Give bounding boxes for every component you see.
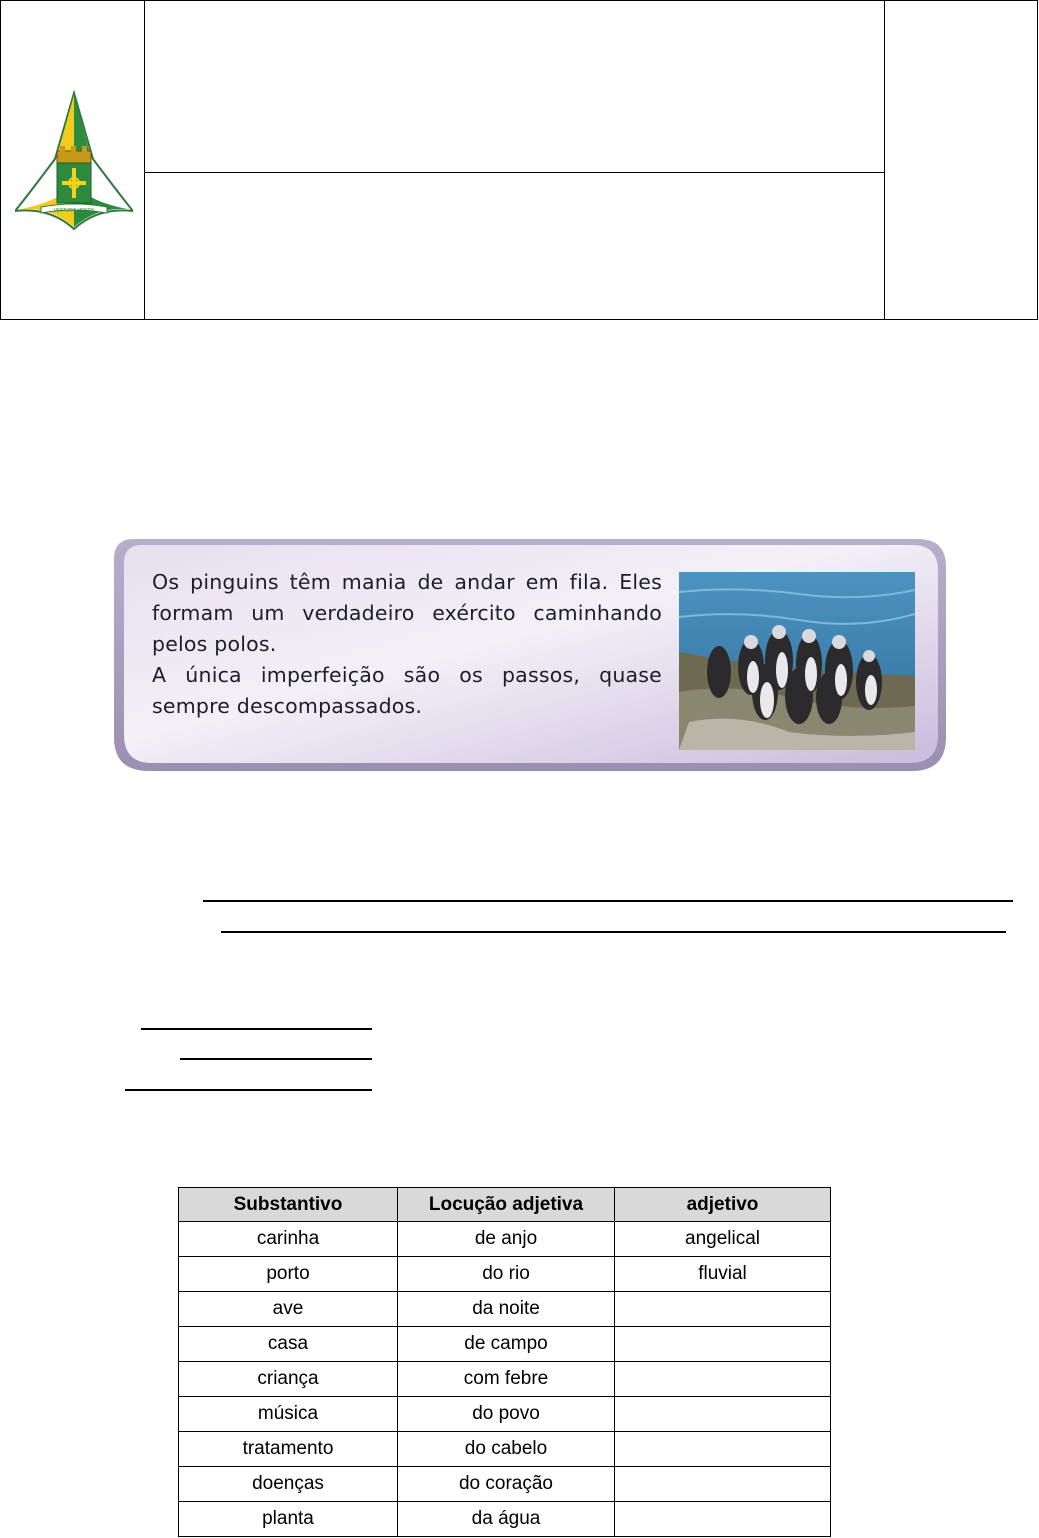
header-adjetivo: adjetivo: [615, 1188, 831, 1222]
table-row: [179, 1292, 831, 1327]
cell-locucao: do rio: [398, 1257, 615, 1292]
answer-line-2[interactable]: [221, 931, 1006, 933]
header-side-cell: [884, 1, 1038, 319]
logo-motto: VENTURIS VENTIS: [53, 208, 95, 214]
cell-adjetivo[interactable]: [615, 1502, 831, 1537]
cell-substantivo: carinha: [179, 1222, 398, 1257]
header-subtitle-cell: [145, 173, 884, 319]
document-header: [0, 0, 1038, 320]
cell-locucao: de campo: [398, 1327, 615, 1362]
answer-line-3[interactable]: [141, 1028, 372, 1030]
cell-locucao: do coração: [398, 1467, 615, 1502]
cell-adjetivo[interactable]: [615, 1362, 831, 1397]
answer-line-5[interactable]: [125, 1089, 372, 1091]
header-substantivo: Substantivo: [179, 1188, 398, 1222]
cell-adjetivo[interactable]: angelical: [615, 1222, 831, 1257]
cell-adjetivo[interactable]: fluvial: [615, 1257, 831, 1292]
cell-adjetivo[interactable]: [615, 1327, 831, 1362]
coat-of-arms-icon: [15, 89, 133, 231]
table-row: [179, 1327, 831, 1362]
cell-adjetivo[interactable]: [615, 1467, 831, 1502]
table-row: [179, 1257, 831, 1292]
table-row: [179, 1222, 831, 1257]
adjective-table: [178, 1187, 831, 1537]
cell-locucao: de anjo: [398, 1222, 615, 1257]
cell-substantivo: tratamento: [179, 1432, 398, 1467]
cell-substantivo: ave: [179, 1292, 398, 1327]
cell-substantivo: doenças: [179, 1467, 398, 1502]
card-paragraph-1: Os pinguins têm mania de andar em fila. Eles formam um verdadeiro exército caminhando pelos polos.: [152, 570, 662, 656]
header-title-cell: [145, 1, 884, 173]
table-row: [179, 1432, 831, 1467]
card-text: [152, 567, 662, 722]
answer-line-4[interactable]: [180, 1058, 372, 1060]
header-logo-cell: [1, 1, 145, 319]
cell-locucao: do povo: [398, 1397, 615, 1432]
cell-adjetivo[interactable]: [615, 1292, 831, 1327]
cell-locucao: com febre: [398, 1362, 615, 1397]
card-paragraph-2: A única imperfeição são os passos, quase sempre descompassados.: [152, 663, 662, 718]
answer-line-1[interactable]: [203, 900, 1013, 902]
cell-locucao: do cabelo: [398, 1432, 615, 1467]
penguin-text-card: [112, 537, 948, 773]
cell-substantivo: porto: [179, 1257, 398, 1292]
cell-adjetivo[interactable]: [615, 1432, 831, 1467]
cell-substantivo: criança: [179, 1362, 398, 1397]
table-row: [179, 1362, 831, 1397]
table-row: [179, 1502, 831, 1537]
cell-substantivo: planta: [179, 1502, 398, 1537]
cell-locucao: da água: [398, 1502, 615, 1537]
table-header-row: [179, 1188, 831, 1222]
cell-adjetivo[interactable]: [615, 1397, 831, 1432]
header-locucao-adjetiva: Locução adjetiva: [398, 1188, 615, 1222]
cell-substantivo: música: [179, 1397, 398, 1432]
penguins-photo-icon: [679, 572, 915, 750]
cell-locucao: da noite: [398, 1292, 615, 1327]
table-row: [179, 1467, 831, 1502]
table-row: [179, 1397, 831, 1432]
cell-substantivo: casa: [179, 1327, 398, 1362]
